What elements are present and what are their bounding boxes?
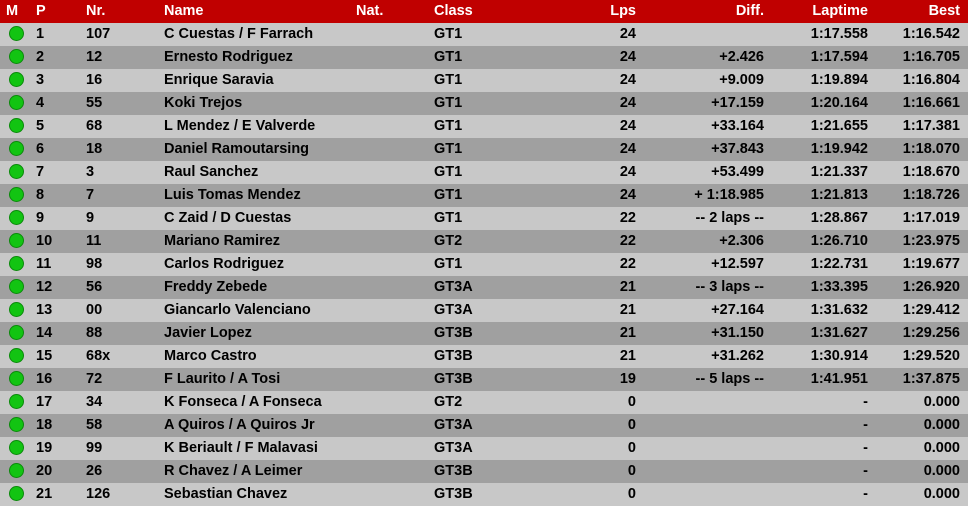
cell-driver-name: A Quiros / A Quiros Jr bbox=[158, 414, 354, 437]
cell-laptime: 1:17.558 bbox=[776, 23, 878, 46]
cell-nationality bbox=[354, 115, 426, 138]
cell-laps: 19 bbox=[544, 368, 654, 391]
cell-class: GT1 bbox=[426, 46, 544, 69]
cell-class: GT3B bbox=[426, 483, 544, 506]
cell-driver-name: Javier Lopez bbox=[158, 322, 354, 345]
status-dot-icon bbox=[0, 460, 32, 483]
cell-class: GT1 bbox=[426, 115, 544, 138]
cell-laps: 0 bbox=[544, 437, 654, 460]
cell-laps: 24 bbox=[544, 23, 654, 46]
cell-number: 11 bbox=[80, 230, 158, 253]
status-dot-icon bbox=[0, 161, 32, 184]
cell-number: 12 bbox=[80, 46, 158, 69]
status-dot-icon bbox=[0, 483, 32, 506]
cell-class: GT1 bbox=[426, 253, 544, 276]
cell-nationality bbox=[354, 69, 426, 92]
status-dot-icon bbox=[9, 26, 24, 41]
table-row[interactable] bbox=[0, 230, 968, 253]
cell-diff: +17.159 bbox=[654, 92, 776, 115]
cell-laptime: 1:21.337 bbox=[776, 161, 878, 184]
status-dot-icon bbox=[0, 345, 32, 368]
cell-diff bbox=[654, 483, 776, 506]
status-dot-icon bbox=[9, 486, 24, 501]
cell-best: 1:16.661 bbox=[878, 92, 968, 115]
status-dot-icon bbox=[9, 118, 24, 133]
cell-nationality bbox=[354, 391, 426, 414]
cell-position: 1 bbox=[32, 23, 80, 46]
cell-laptime: 1:19.894 bbox=[776, 69, 878, 92]
cell-best: 1:23.975 bbox=[878, 230, 968, 253]
status-dot-icon bbox=[9, 394, 24, 409]
cell-best: 1:26.920 bbox=[878, 276, 968, 299]
cell-number: 18 bbox=[80, 138, 158, 161]
table-row[interactable] bbox=[0, 46, 968, 69]
table-row[interactable] bbox=[0, 345, 968, 368]
cell-driver-name: K Fonseca / A Fonseca bbox=[158, 391, 354, 414]
cell-best: 1:29.256 bbox=[878, 322, 968, 345]
status-dot-icon bbox=[9, 256, 24, 271]
cell-class: GT1 bbox=[426, 92, 544, 115]
status-dot-icon bbox=[9, 187, 24, 202]
cell-position: 2 bbox=[32, 46, 80, 69]
cell-driver-name: Daniel Ramoutarsing bbox=[158, 138, 354, 161]
table-bottom-spacer bbox=[0, 506, 968, 526]
cell-driver-name: Mariano Ramirez bbox=[158, 230, 354, 253]
status-dot-icon bbox=[9, 233, 24, 248]
cell-laptime: 1:30.914 bbox=[776, 345, 878, 368]
cell-nationality bbox=[354, 276, 426, 299]
cell-best: 0.000 bbox=[878, 414, 968, 437]
cell-best: 1:37.875 bbox=[878, 368, 968, 391]
cell-laptime: 1:22.731 bbox=[776, 253, 878, 276]
status-dot-icon bbox=[9, 302, 24, 317]
cell-laps: 21 bbox=[544, 345, 654, 368]
cell-laps: 24 bbox=[544, 46, 654, 69]
cell-position: 9 bbox=[32, 207, 80, 230]
status-dot-icon bbox=[9, 417, 24, 432]
cell-position: 15 bbox=[32, 345, 80, 368]
status-dot-icon bbox=[0, 437, 32, 460]
cell-number: 72 bbox=[80, 368, 158, 391]
cell-driver-name: Koki Trejos bbox=[158, 92, 354, 115]
cell-driver-name: Freddy Zebede bbox=[158, 276, 354, 299]
cell-laps: 24 bbox=[544, 69, 654, 92]
column-header-laps[interactable]: Lps bbox=[544, 0, 654, 23]
table-row[interactable] bbox=[0, 207, 968, 230]
cell-diff bbox=[654, 437, 776, 460]
cell-laptime: 1:31.632 bbox=[776, 299, 878, 322]
cell-best: 0.000 bbox=[878, 460, 968, 483]
table-row[interactable] bbox=[0, 184, 968, 207]
cell-nationality bbox=[354, 437, 426, 460]
cell-best: 1:17.381 bbox=[878, 115, 968, 138]
cell-laps: 22 bbox=[544, 253, 654, 276]
status-dot-icon bbox=[9, 72, 24, 87]
table-row[interactable] bbox=[0, 69, 968, 92]
cell-nationality bbox=[354, 345, 426, 368]
cell-class: GT3A bbox=[426, 437, 544, 460]
cell-class: GT2 bbox=[426, 230, 544, 253]
cell-position: 6 bbox=[32, 138, 80, 161]
cell-nationality bbox=[354, 138, 426, 161]
table-row[interactable] bbox=[0, 115, 968, 138]
status-dot-icon bbox=[0, 253, 32, 276]
status-dot-icon bbox=[9, 463, 24, 478]
status-dot-icon bbox=[0, 46, 32, 69]
cell-position: 19 bbox=[32, 437, 80, 460]
column-header-laptime[interactable]: Laptime bbox=[776, 0, 878, 23]
cell-best: 1:18.670 bbox=[878, 161, 968, 184]
cell-class: GT1 bbox=[426, 69, 544, 92]
cell-driver-name: Raul Sanchez bbox=[158, 161, 354, 184]
status-dot-icon bbox=[9, 279, 24, 294]
status-dot-icon bbox=[9, 164, 24, 179]
cell-laptime: 1:31.627 bbox=[776, 322, 878, 345]
cell-number: 58 bbox=[80, 414, 158, 437]
cell-position: 5 bbox=[32, 115, 80, 138]
cell-laptime: 1:41.951 bbox=[776, 368, 878, 391]
cell-best: 0.000 bbox=[878, 437, 968, 460]
cell-laps: 24 bbox=[544, 184, 654, 207]
cell-best: 1:19.677 bbox=[878, 253, 968, 276]
cell-number: 107 bbox=[80, 23, 158, 46]
cell-laps: 0 bbox=[544, 391, 654, 414]
cell-position: 13 bbox=[32, 299, 80, 322]
cell-class: GT1 bbox=[426, 138, 544, 161]
cell-nationality bbox=[354, 322, 426, 345]
cell-laptime: - bbox=[776, 391, 878, 414]
cell-class: GT3A bbox=[426, 276, 544, 299]
status-dot-icon bbox=[0, 23, 32, 46]
cell-best: 0.000 bbox=[878, 391, 968, 414]
status-dot-icon bbox=[0, 184, 32, 207]
cell-best: 1:29.520 bbox=[878, 345, 968, 368]
table-row[interactable] bbox=[0, 368, 968, 391]
cell-nationality bbox=[354, 414, 426, 437]
table-row[interactable] bbox=[0, 322, 968, 345]
cell-driver-name: Marco Castro bbox=[158, 345, 354, 368]
cell-class: GT3B bbox=[426, 345, 544, 368]
cell-best: 0.000 bbox=[878, 483, 968, 506]
cell-laps: 21 bbox=[544, 276, 654, 299]
column-header-name[interactable]: Name bbox=[158, 0, 354, 23]
cell-laptime: 1:17.594 bbox=[776, 46, 878, 69]
column-header-nationality[interactable]: Nat. bbox=[354, 0, 426, 23]
column-header-diff[interactable]: Diff. bbox=[654, 0, 776, 23]
table-body bbox=[0, 23, 968, 526]
cell-driver-name: K Beriault / F Malavasi bbox=[158, 437, 354, 460]
cell-laps: 21 bbox=[544, 299, 654, 322]
cell-position: 11 bbox=[32, 253, 80, 276]
table-row[interactable] bbox=[0, 92, 968, 115]
cell-nationality bbox=[354, 253, 426, 276]
cell-number: 26 bbox=[80, 460, 158, 483]
cell-laptime: - bbox=[776, 437, 878, 460]
status-dot-icon bbox=[0, 368, 32, 391]
cell-diff: +12.597 bbox=[654, 253, 776, 276]
table-row[interactable] bbox=[0, 253, 968, 276]
cell-laptime: 1:21.655 bbox=[776, 115, 878, 138]
cell-laps: 22 bbox=[544, 230, 654, 253]
cell-laps: 24 bbox=[544, 92, 654, 115]
status-dot-icon bbox=[0, 322, 32, 345]
cell-driver-name: Giancarlo Valenciano bbox=[158, 299, 354, 322]
cell-position: 3 bbox=[32, 69, 80, 92]
cell-laptime: 1:33.395 bbox=[776, 276, 878, 299]
cell-number: 16 bbox=[80, 69, 158, 92]
cell-nationality bbox=[354, 368, 426, 391]
cell-position: 18 bbox=[32, 414, 80, 437]
cell-nationality bbox=[354, 161, 426, 184]
table-row[interactable] bbox=[0, 138, 968, 161]
cell-diff: +37.843 bbox=[654, 138, 776, 161]
cell-best: 1:29.412 bbox=[878, 299, 968, 322]
cell-diff: +31.150 bbox=[654, 322, 776, 345]
cell-laps: 24 bbox=[544, 115, 654, 138]
table-row[interactable] bbox=[0, 299, 968, 322]
cell-diff: +27.164 bbox=[654, 299, 776, 322]
cell-best: 1:16.804 bbox=[878, 69, 968, 92]
cell-driver-name: Luis Tomas Mendez bbox=[158, 184, 354, 207]
cell-number: 99 bbox=[80, 437, 158, 460]
column-header-best[interactable]: Best bbox=[878, 0, 968, 23]
cell-laptime: - bbox=[776, 460, 878, 483]
cell-position: 17 bbox=[32, 391, 80, 414]
cell-laps: 0 bbox=[544, 460, 654, 483]
cell-nationality bbox=[354, 460, 426, 483]
cell-class: GT2 bbox=[426, 391, 544, 414]
table-row[interactable] bbox=[0, 460, 968, 483]
cell-laptime: - bbox=[776, 483, 878, 506]
cell-driver-name: C Cuestas / F Farrach bbox=[158, 23, 354, 46]
cell-laptime: 1:19.942 bbox=[776, 138, 878, 161]
status-dot-icon bbox=[0, 207, 32, 230]
cell-nationality bbox=[354, 483, 426, 506]
cell-diff: +2.306 bbox=[654, 230, 776, 253]
table-row[interactable] bbox=[0, 414, 968, 437]
status-dot-icon bbox=[9, 371, 24, 386]
cell-diff: +53.499 bbox=[654, 161, 776, 184]
cell-driver-name: F Laurito / A Tosi bbox=[158, 368, 354, 391]
cell-laptime: 1:20.164 bbox=[776, 92, 878, 115]
cell-diff: + 1:18.985 bbox=[654, 184, 776, 207]
status-dot-icon bbox=[0, 92, 32, 115]
cell-number: 68x bbox=[80, 345, 158, 368]
cell-class: GT1 bbox=[426, 23, 544, 46]
status-dot-icon bbox=[0, 115, 32, 138]
status-dot-icon bbox=[0, 69, 32, 92]
cell-diff: +33.164 bbox=[654, 115, 776, 138]
cell-laptime: 1:28.867 bbox=[776, 207, 878, 230]
cell-diff: +9.009 bbox=[654, 69, 776, 92]
cell-nationality bbox=[354, 299, 426, 322]
cell-class: GT3B bbox=[426, 322, 544, 345]
cell-nationality bbox=[354, 207, 426, 230]
column-header-status[interactable]: M bbox=[0, 0, 32, 23]
status-dot-icon bbox=[0, 230, 32, 253]
cell-class: GT1 bbox=[426, 207, 544, 230]
cell-class: GT3B bbox=[426, 368, 544, 391]
status-dot-icon bbox=[0, 391, 32, 414]
cell-position: 8 bbox=[32, 184, 80, 207]
cell-diff bbox=[654, 414, 776, 437]
cell-number: 34 bbox=[80, 391, 158, 414]
status-dot-icon bbox=[0, 414, 32, 437]
cell-diff bbox=[654, 23, 776, 46]
cell-number: 55 bbox=[80, 92, 158, 115]
status-dot-icon bbox=[0, 299, 32, 322]
cell-position: 12 bbox=[32, 276, 80, 299]
table-row[interactable] bbox=[0, 161, 968, 184]
cell-laps: 24 bbox=[544, 161, 654, 184]
cell-class: GT3A bbox=[426, 414, 544, 437]
cell-laps: 0 bbox=[544, 414, 654, 437]
table-header bbox=[0, 0, 968, 23]
cell-driver-name: Sebastian Chavez bbox=[158, 483, 354, 506]
cell-position: 20 bbox=[32, 460, 80, 483]
cell-nationality bbox=[354, 23, 426, 46]
cell-diff: -- 5 laps -- bbox=[654, 368, 776, 391]
cell-best: 1:18.070 bbox=[878, 138, 968, 161]
cell-driver-name: Carlos Rodriguez bbox=[158, 253, 354, 276]
cell-position: 21 bbox=[32, 483, 80, 506]
cell-best: 1:18.726 bbox=[878, 184, 968, 207]
cell-laptime: 1:26.710 bbox=[776, 230, 878, 253]
cell-position: 7 bbox=[32, 161, 80, 184]
cell-class: GT1 bbox=[426, 184, 544, 207]
status-dot-icon bbox=[0, 276, 32, 299]
cell-number: 68 bbox=[80, 115, 158, 138]
cell-position: 14 bbox=[32, 322, 80, 345]
status-dot-icon bbox=[9, 440, 24, 455]
table-header-row bbox=[0, 0, 968, 23]
cell-diff: -- 3 laps -- bbox=[654, 276, 776, 299]
column-header-position[interactable]: P bbox=[32, 0, 80, 23]
cell-driver-name: R Chavez / A Leimer bbox=[158, 460, 354, 483]
cell-diff: -- 2 laps -- bbox=[654, 207, 776, 230]
cell-position: 16 bbox=[32, 368, 80, 391]
table-row[interactable] bbox=[0, 276, 968, 299]
cell-class: GT1 bbox=[426, 161, 544, 184]
cell-number: 7 bbox=[80, 184, 158, 207]
cell-best: 1:16.705 bbox=[878, 46, 968, 69]
cell-position: 10 bbox=[32, 230, 80, 253]
column-header-number[interactable]: Nr. bbox=[80, 0, 158, 23]
cell-laptime: 1:21.813 bbox=[776, 184, 878, 207]
cell-laps: 24 bbox=[544, 138, 654, 161]
cell-driver-name: C Zaid / D Cuestas bbox=[158, 207, 354, 230]
status-dot-icon bbox=[9, 95, 24, 110]
cell-class: GT3A bbox=[426, 299, 544, 322]
cell-position: 4 bbox=[32, 92, 80, 115]
cell-number: 126 bbox=[80, 483, 158, 506]
status-dot-icon bbox=[0, 138, 32, 161]
cell-driver-name: Ernesto Rodriguez bbox=[158, 46, 354, 69]
cell-laps: 0 bbox=[544, 483, 654, 506]
status-dot-icon bbox=[9, 325, 24, 340]
table-row[interactable] bbox=[0, 391, 968, 414]
cell-number: 98 bbox=[80, 253, 158, 276]
cell-laptime: - bbox=[776, 414, 878, 437]
status-dot-icon bbox=[9, 210, 24, 225]
cell-nationality bbox=[354, 184, 426, 207]
cell-diff bbox=[654, 391, 776, 414]
cell-number: 56 bbox=[80, 276, 158, 299]
cell-class: GT3B bbox=[426, 460, 544, 483]
cell-driver-name: L Mendez / E Valverde bbox=[158, 115, 354, 138]
table-bottom-spacer-cell bbox=[0, 506, 968, 526]
cell-driver-name: Enrique Saravia bbox=[158, 69, 354, 92]
cell-laps: 21 bbox=[544, 322, 654, 345]
cell-diff bbox=[654, 460, 776, 483]
status-dot-icon bbox=[9, 348, 24, 363]
cell-best: 1:17.019 bbox=[878, 207, 968, 230]
table-row[interactable] bbox=[0, 437, 968, 460]
cell-nationality bbox=[354, 92, 426, 115]
cell-best: 1:16.542 bbox=[878, 23, 968, 46]
cell-laps: 22 bbox=[544, 207, 654, 230]
cell-diff: +31.262 bbox=[654, 345, 776, 368]
cell-nationality bbox=[354, 230, 426, 253]
cell-number: 00 bbox=[80, 299, 158, 322]
table-row[interactable] bbox=[0, 23, 968, 46]
cell-number: 3 bbox=[80, 161, 158, 184]
status-dot-icon bbox=[9, 141, 24, 156]
cell-nationality bbox=[354, 46, 426, 69]
cell-number: 9 bbox=[80, 207, 158, 230]
column-header-class[interactable]: Class bbox=[426, 0, 544, 23]
table-row[interactable] bbox=[0, 483, 968, 506]
cell-diff: +2.426 bbox=[654, 46, 776, 69]
status-dot-icon bbox=[9, 49, 24, 64]
cell-number: 88 bbox=[80, 322, 158, 345]
